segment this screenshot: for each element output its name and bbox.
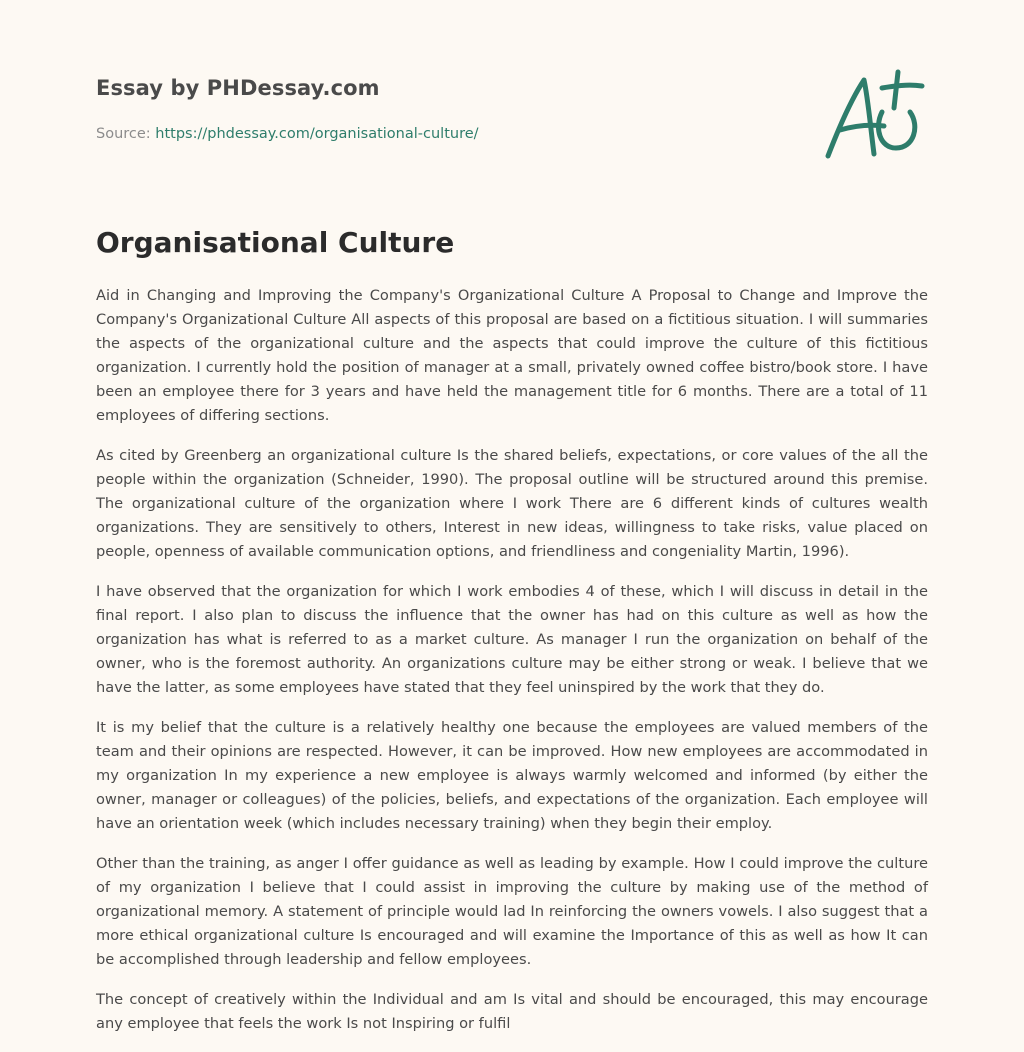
essay-body bbox=[96, 284, 928, 1052]
paragraph: The concept of creatively within the Individual and am Is vital and should be encouraged, this may encourage any employee that feels the work Is not Inspiring or fulfil bbox=[96, 991, 928, 1032]
page-title: Organisational Culture bbox=[96, 226, 455, 259]
source-link[interactable]: https://phdessay.com/organisational-culture/ bbox=[155, 126, 479, 142]
a-plus-icon bbox=[824, 68, 928, 164]
paragraph: Other than the training, as anger I offer guidance as well as leading by example. How I could improve the culture of my organization I believe that I could assist in improving the culture by making use of the method of organizational memory. A statement of principle would lad In reinforcing the owners vowels. I also suggest that a more ethical organizational culture Is encouraged and will examine the Importance of this as well as how It can be accomplished through leadership and fellow employees. bbox=[96, 855, 928, 968]
paragraph: I have observed that the organization for which I work embodies 4 of these, which I will discuss in detail in the final report. I also plan to discuss the influence that the owner has had on this culture as well as how the organization has what is referred to as a market culture. As manager I run the organization on behalf of the owner, who is the foremost authority. An organizations culture may be either strong or weak. I believe that we have the latter, as some employees have stated that they feel uninspired by the work that they do. bbox=[96, 583, 928, 696]
source-label: Source: bbox=[96, 126, 151, 142]
paragraph: It is my belief that the culture is a relatively healthy one because the employees are valued members of the team and their opinions are respected. However, it can be improved. How new employees are accommodated in my organization In my experience a new employee is always warmly welcomed and informed (by either the owner, manager or colleagues) of the policies, beliefs, and expectations of the organization. Each employee will have an orientation week (which includes necessary training) when they begin their employ. bbox=[96, 719, 928, 832]
paragraph: Aid in Changing and Improving the Company's Organizational Culture A Proposal to Change and Improve the Company's Organizational Culture All aspects of this proposal are based on a fictitious situation. I will summaries the aspects of the organizational culture and the aspects that could improve the culture of this fictitious organization. I currently hold the position of manager at a small, privately owned coffee bistro/book store. I have been an employee there for 3 years and have held the management title for 6 months. There are a total of 11 employees of differing sections. bbox=[96, 287, 928, 424]
paragraph: As cited by Greenberg an organizational culture Is the shared beliefs, expectations, or core values of the all the people within the organization (Schneider, 1990). The proposal outline will be structured around this premise. The organizational culture of the organization where I work There are 6 different kinds of cultures wealth organizations. They are sensitively to others, Interest in new ideas, willingness to take risks, value placed on people, openness of available communication options, and friendliness and congeniality Martin, 1996). bbox=[96, 447, 928, 560]
essay-header bbox=[96, 74, 928, 194]
brand-name: Essay by PHDessay.com bbox=[96, 76, 380, 100]
source-line bbox=[96, 126, 479, 142]
